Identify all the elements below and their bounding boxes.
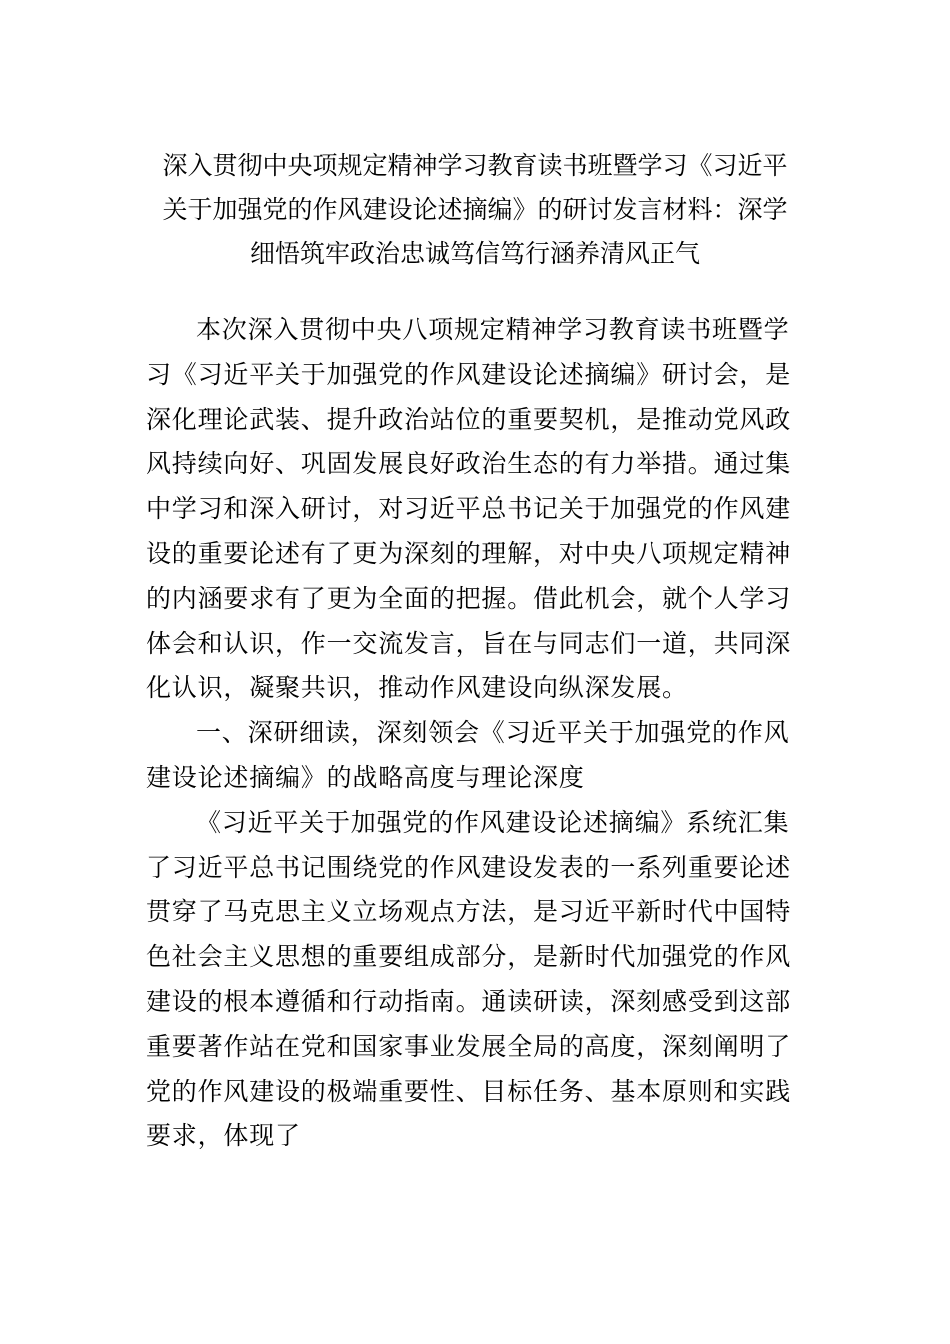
text-line: 化认识，凝聚共识，推动作风建设向纵深发展。 [146, 673, 688, 703]
text-line: 深化理论武装、提升政治站位的重要契机，是推动党风政 [146, 404, 792, 434]
paragraph-intro [146, 308, 806, 711]
text-line: 建设的根本遵循和行动指南。通读研读，深刻感受到这部 [146, 986, 792, 1016]
heading-line: 建设论述摘编》的战略高度与理论深度 [146, 762, 585, 792]
text-line: 贯穿了马克思主义立场观点方法，是习近平新时代中国特 [146, 897, 792, 927]
text-line: 习《习近平关于加强党的作风建设论述摘编》研讨会，是 [146, 359, 792, 389]
text-line: 设的重要论述有了更为深刻的理解，对中央八项规定精神 [146, 538, 792, 568]
text-line: 《习近平关于加强党的作风建设论述摘编》系统汇集 [196, 807, 790, 837]
title-line: 关于加强党的作风建设论述摘编》的研讨发言材料：深学 [162, 195, 788, 224]
text-line: 风持续向好、巩固发展良好政治生态的有力举措。通过集 [146, 449, 792, 479]
section-heading-1 [146, 711, 806, 801]
heading-line: 一、深研细读，深刻领会《习近平关于加强党的作风 [196, 718, 790, 748]
title-line: 深入贯彻中央项规定精神学习教育读书班暨学习《习近平 [162, 151, 788, 180]
text-line: 色社会主义思想的重要组成部分，是新时代加强党的作风 [146, 942, 792, 972]
text-line: 本次深入贯彻中央八项规定精神学习教育读书班暨学 [196, 315, 790, 344]
text-line: 了习近平总书记围绕党的作风建设发表的一系列重要论述 [146, 852, 792, 882]
document-body [146, 308, 806, 1159]
text-line: 中学习和深入研讨，对习近平总书记关于加强党的作风建 [146, 494, 792, 524]
text-line: 重要著作站在党和国家事业发展全局的高度，深刻阐明了 [146, 1031, 792, 1061]
document-title [140, 144, 810, 276]
text-line: 党的作风建设的极端重要性、目标任务、基本原则和实践 [146, 1076, 792, 1106]
title-line: 细悟筑牢政治忠诚笃信笃行涵养清风正气 [249, 239, 700, 268]
text-line: 要求，体现了 [146, 1121, 301, 1151]
text-line: 的内涵要求有了更为全面的把握。借此机会，就个人学习 [146, 583, 792, 613]
paragraph-section-1 [146, 801, 806, 1159]
text-line: 体会和认识，作一交流发言，旨在与同志们一道，共同深 [146, 628, 792, 658]
